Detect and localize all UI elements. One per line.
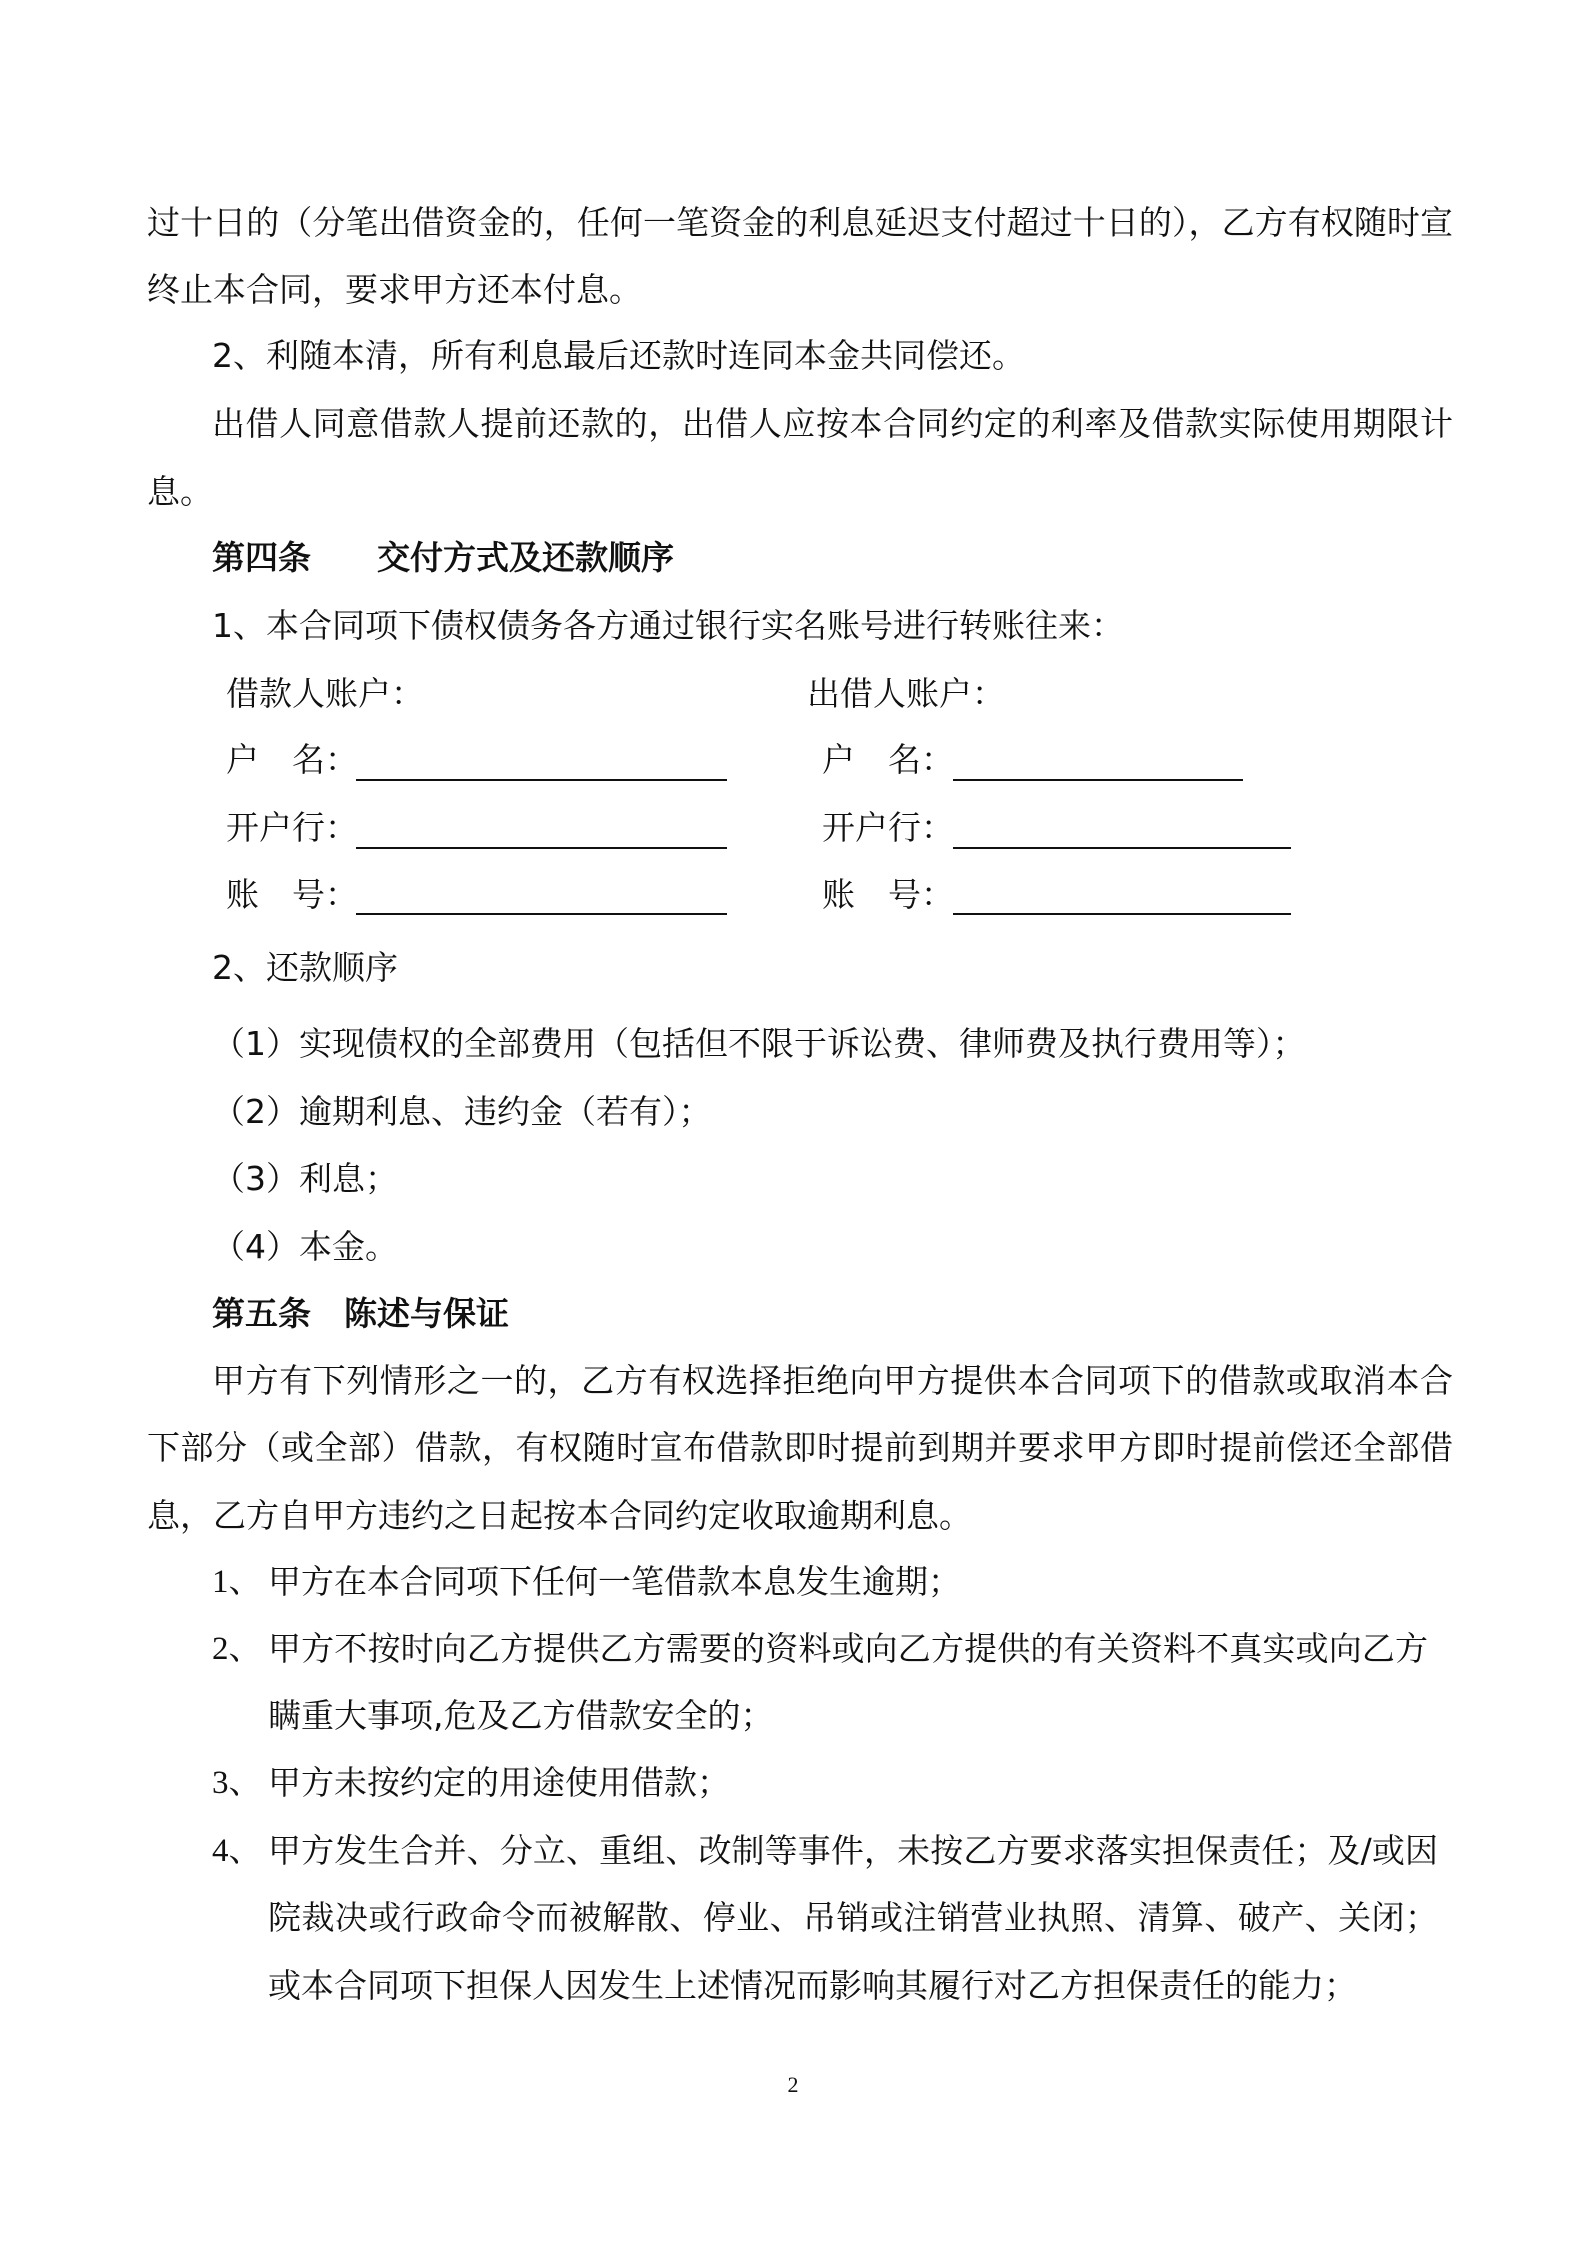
article-4-heading: 第四条 交付方式及还款顺序 [212, 538, 674, 577]
borrower-name-blank [356, 779, 727, 781]
lender-number-blank [953, 913, 1291, 915]
repayment-order-item: （1）实现债权的全部费用（包括但不限于诉讼费、律师费及执行费用等）； [212, 1024, 1306, 1063]
list-item-continuation: 院裁决或行政命令而被解散、停业、吊销或注销营业执照、清算、破产、关闭； [268, 1898, 1438, 1937]
lender-account-label: 出借人账户： [807, 674, 1005, 713]
lender-bank-label: 开户行： [822, 808, 954, 847]
lender-number-label: 账 号： [822, 875, 954, 914]
borrower-name-label: 户 名： [226, 740, 358, 779]
paragraph-line: 息，乙方自甲方违约之日起按本合同约定收取逾期利息。 [147, 1496, 972, 1535]
list-item: 甲方在本合同项下任何一笔借款本息发生逾期； [268, 1562, 961, 1601]
borrower-number-label: 账 号： [226, 875, 358, 914]
lender-bank-blank [953, 847, 1291, 849]
article-4-item-1: 1、本合同项下债权债务各方通过银行实名账号进行转账往来： [212, 606, 1124, 645]
page-number: 2 [787, 2072, 799, 2097]
paragraph-line: 终止本合同，要求甲方还本付息。 [147, 270, 642, 309]
list-number: 4、 [212, 1833, 262, 1869]
repayment-order-item: （4）本金。 [212, 1227, 398, 1266]
lender-name-blank [953, 779, 1243, 781]
lender-name-label: 户 名： [822, 740, 954, 779]
paragraph-line: 下部分（或全部）借款，有权随时宣布借款即时提前到期并要求甲方即时提前偿还全部借 [147, 1428, 1453, 1467]
paragraph: 2、利随本清，所有利息最后还款时连同本金共同偿还。 [212, 336, 1025, 375]
list-item: 甲方不按时向乙方提供乙方需要的资料或向乙方提供的有关资料不真实或向乙方 [268, 1629, 1428, 1668]
list-number: 1、 [212, 1564, 262, 1600]
repayment-order-item: （3）利息； [212, 1159, 398, 1198]
list-item-continuation: 或本合同项下担保人因发生上述情况而影响其履行对乙方担保责任的能力； [268, 1966, 1357, 2005]
list-item: 甲方未按约定的用途使用借款； [268, 1763, 730, 1802]
borrower-account-label: 借款人账户： [226, 674, 424, 713]
article-5-heading: 第五条 陈述与保证 [212, 1294, 509, 1333]
list-item: 甲方发生合并、分立、重组、改制等事件，未按乙方要求落实担保责任；及/或因 [268, 1831, 1438, 1870]
paragraph-line: 过十日的（分笔出借资金的，任何一笔资金的利息延迟支付超过十日的），乙方有权随时宣 [147, 203, 1453, 242]
list-number: 3、 [212, 1765, 262, 1801]
borrower-number-blank [356, 913, 727, 915]
repayment-order-item: （2）逾期利息、违约金（若有）； [212, 1092, 712, 1131]
borrower-bank-label: 开户行： [226, 808, 358, 847]
list-number: 2、 [212, 1631, 262, 1667]
paragraph-line: 甲方有下列情形之一的，乙方有权选择拒绝向甲方提供本合同项下的借款或取消本合 [212, 1361, 1453, 1400]
paragraph-line: 出借人同意借款人提前还款的，出借人应按本合同约定的利率及借款实际使用期限计 [212, 404, 1453, 443]
paragraph-line: 息。 [147, 472, 213, 511]
list-item-continuation: 瞒重大事项,危及乙方借款安全的； [268, 1696, 774, 1735]
article-4-item-2: 2、还款顺序 [212, 948, 398, 987]
borrower-bank-blank [356, 847, 727, 849]
